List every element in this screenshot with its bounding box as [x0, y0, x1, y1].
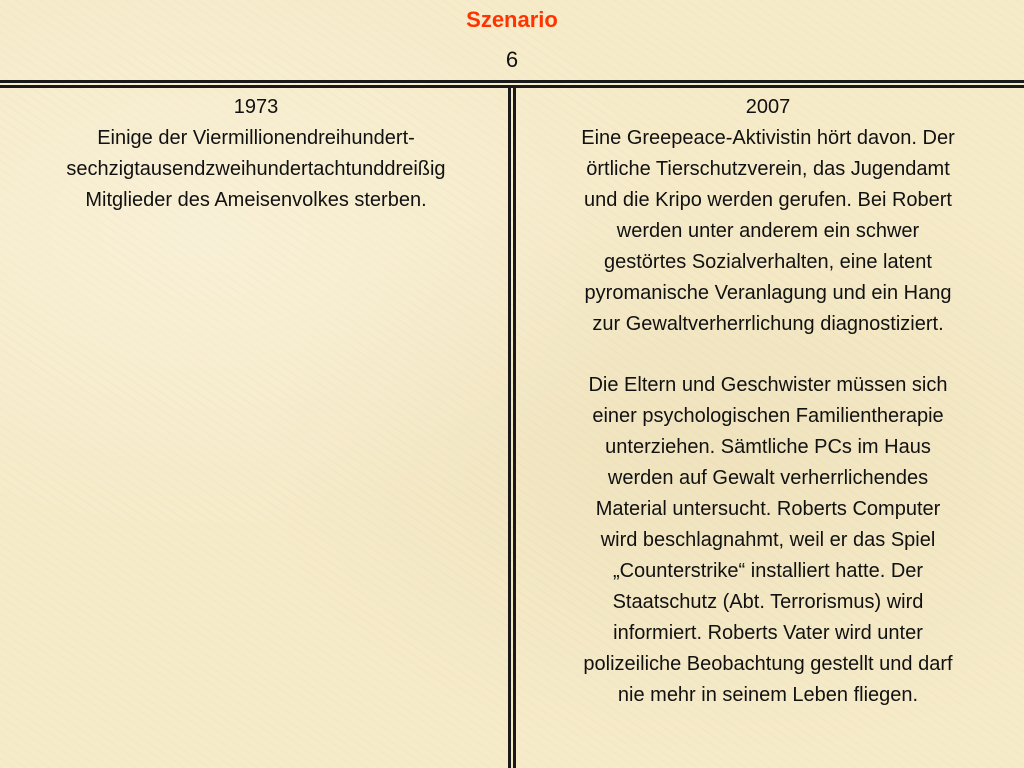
- left-year: 1973: [233, 96, 279, 118]
- right-p2-line: Staatschutz (Abt. Terrorismus) wird: [612, 591, 924, 613]
- left-line: sechzigtausendzweihundertachtunddreißig: [66, 158, 446, 180]
- right-p2-line: informiert. Roberts Vater wird unter: [613, 622, 923, 644]
- right-p2-line: werden auf Gewalt verherrlichendes: [607, 467, 929, 489]
- right-p1-line: pyromanische Veranlagung und ein Hang: [584, 282, 952, 304]
- right-p2-line: Material untersucht. Roberts Computer: [595, 498, 941, 520]
- right-p2-line: einer psychologischen Familientherapie: [592, 405, 944, 427]
- paragraph-gap: [520, 340, 1016, 370]
- slide-title: Szenario: [466, 7, 558, 32]
- right-p1-line: werden unter anderem ein schwer: [616, 220, 920, 242]
- vertical-double-rule: [508, 86, 516, 768]
- slide-number: 6: [505, 47, 519, 72]
- right-p2-line: wird beschlagnahmt, weil er das Spiel: [600, 529, 936, 551]
- right-p2-line: „Counterstrike“ installiert hatte. Der: [612, 560, 924, 582]
- right-p2-line: polizeiliche Beobachtung gestellt und darf: [583, 653, 953, 675]
- right-p1-line: und die Kripo werden gerufen. Bei Robert: [583, 189, 952, 211]
- right-column: [520, 92, 1016, 711]
- left-column: [8, 92, 504, 216]
- right-p2-line: Die Eltern und Geschwister müssen sich: [588, 374, 948, 396]
- right-p2-line: nie mehr in seinem Leben fliegen.: [617, 684, 919, 706]
- left-line: Einige der Viermillionendreihundert-: [97, 127, 415, 149]
- right-p1-line: gestörtes Sozialverhalten, eine latent: [604, 251, 932, 273]
- left-line: Mitglieder des Ameisenvolkes sterben.: [85, 189, 427, 211]
- right-p1-line: örtliche Tierschutzverein, das Jugendamt: [586, 158, 950, 180]
- right-year: 2007: [745, 96, 791, 118]
- right-p1-line: zur Gewaltverherrlichung diagnostiziert.: [592, 313, 944, 335]
- right-p1-line: Eine Greepeace-Aktivistin hört davon. Der: [581, 127, 955, 149]
- right-p2-line: unterziehen. Sämtliche PCs im Haus: [605, 436, 931, 458]
